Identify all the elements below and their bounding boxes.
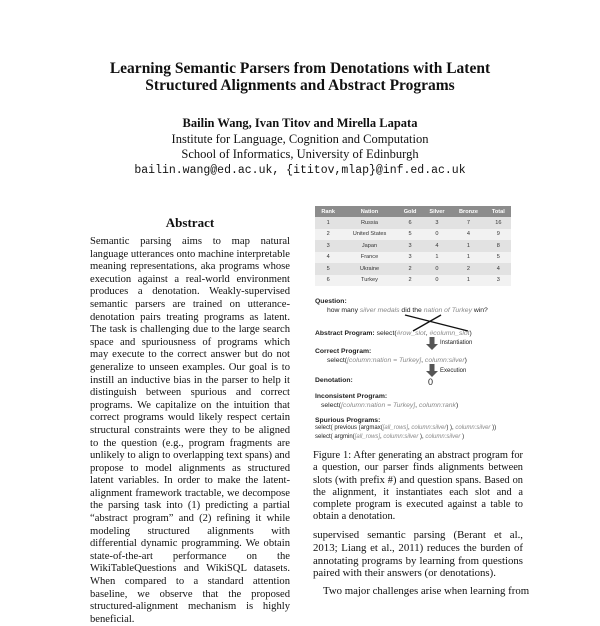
table-cell: 4 [451, 229, 485, 241]
author-block [0, 116, 600, 178]
table-cell: 1 [451, 275, 485, 287]
table-cell: 1 [466, 242, 471, 249]
table-row [315, 263, 511, 275]
table-header-cell: Total [486, 206, 511, 217]
table-row [315, 240, 511, 252]
inconsistent-pre: select( [321, 402, 342, 409]
table-cell: 4 [435, 242, 439, 249]
table-cell: 2 [466, 265, 471, 272]
abstract-slot-column: #column_slot [429, 330, 470, 337]
table-cell: Ukraine [359, 265, 380, 272]
body-paragraph-2: Two major challenges arise when learning from [323, 585, 530, 597]
correct-arg-1: [column:nation = Turkey] [347, 357, 422, 364]
question-post: win? [471, 307, 488, 314]
title-line-2: Structured Alignments and Abstract Programs [145, 77, 455, 94]
table-cell: 3 [398, 252, 423, 264]
question-mid: did the [399, 307, 424, 314]
table-header-cell: Silver [423, 206, 452, 217]
table-cell: France [341, 252, 397, 264]
table-cell: 6 [315, 275, 341, 287]
inconsistent-arg-2: column:rank [418, 402, 456, 409]
abstract-program-line [315, 330, 472, 337]
table-cell: 0 [435, 265, 439, 272]
table-header-cell: Rank [315, 206, 341, 217]
inconsistent-close: ) [455, 402, 459, 409]
table-cell: 1 [451, 252, 485, 264]
correct-program-text [327, 357, 467, 364]
table-cell: 3 [486, 275, 511, 287]
correct-close: ) [464, 357, 467, 364]
instantiation-arrow-head [426, 344, 438, 350]
table-row [315, 275, 511, 287]
table-cell: 4 [496, 265, 500, 272]
table-cell: 3 [408, 242, 412, 249]
spurious-program-2 [315, 434, 464, 440]
table-cell: 2 [398, 275, 423, 287]
table-cell: 0 [423, 275, 452, 287]
author-names: Bailin Wang, Ivan Titov and Mirella Lapata [182, 116, 418, 130]
spurious2-pre: select( argmin( [315, 434, 355, 440]
table-cell: United States [341, 229, 397, 241]
abstract-program-label: Abstract Program: [315, 330, 375, 337]
table-cell: Turkey [341, 275, 397, 287]
medal-table [315, 206, 511, 286]
spurious2-mid-2: ), [418, 434, 426, 440]
table-cell: 2 [408, 265, 412, 272]
question-slot-silver: silver medals [359, 307, 400, 314]
execution-arrow-shaft [430, 364, 435, 371]
table-cell: 1 [326, 219, 330, 226]
question-pre: how many [327, 307, 360, 314]
instantiation-arrow-shaft [430, 337, 435, 344]
figure-1-diagram [313, 296, 523, 446]
spurious2-close: ) [460, 434, 465, 440]
table-cell: 3 [326, 242, 330, 249]
inconsistent-arg-1: [column:nation = Turkey] [341, 402, 416, 409]
author-emails: bailin.wang@ed.ac.uk, {ititov,mlap}@inf.ed.ac.uk [134, 163, 466, 177]
question-label: Question: [315, 298, 347, 305]
table-cell: 4 [315, 252, 341, 264]
table-cell: 3 [435, 219, 439, 226]
table-cell: 9 [486, 229, 511, 241]
figure-caption: Figure 1: After generating an abstract program for a question, our parser finds alignments between slots (with prefix #) and question spans. Based on the alignment, it instantiates each slot and a complete program is executed against a table to obtain a denotation. [313, 450, 523, 523]
spurious1-arg-1: [all_rows] [382, 425, 409, 431]
spurious-program-1 [315, 425, 496, 431]
correct-arg-2: column:silver [424, 357, 465, 364]
body-paragraph-1: supervised semantic parsing (Berant et al., 2013; Liang et al., 2011) reduces the burden of annotating programs by learning from questions paired with their answers (or denotations). [313, 529, 523, 580]
correct-program-label: Correct Program: [315, 348, 372, 355]
denotation-label: Denotation: [315, 377, 353, 384]
spurious2-arg-3: column:silver [425, 434, 461, 440]
table-cell: 5 [486, 252, 511, 264]
table-cell: 16 [495, 219, 502, 226]
table-cell: 7 [466, 219, 471, 226]
execution-label: Execution [440, 368, 467, 374]
denotation-value: 0 [428, 377, 434, 387]
spurious1-pre: select( previous (argmax( [315, 425, 383, 431]
spurious2-mid-1: , [380, 434, 384, 440]
abstract-program-comma: , [425, 330, 430, 337]
table-row [315, 217, 511, 229]
correct-pre: select( [327, 357, 348, 364]
spurious-programs-label: Spurious Programs: [315, 417, 381, 424]
inconsistent-comma: , [415, 402, 419, 409]
title-line-1: Learning Semantic Parsers from Denotations with Latent [109, 60, 491, 77]
spurious1-mid-1: , [408, 425, 412, 431]
abstract-program-pre: select( [374, 330, 397, 337]
table-header-cell: Nation [341, 206, 397, 217]
affiliation-2: School of Informatics, University of Edinburgh [181, 147, 419, 161]
inconsistent-program-label: Inconsistent Program: [315, 393, 388, 400]
table-header-row [315, 206, 511, 217]
abstract-text: Semantic parsing aims to map natural language utterances onto machine interpretable meaning representations, aka programs whose execution against a real-world environment produces a denotation. Weakly-supervised semantic parsers are trained on utterance-denotation pairs treating programs as latent. The task is challenging due to the large search space and spuriousness of programs which may execute to the correct answer but do not generalize to unseen examples. Our goal is to instill an inductive bias in the parser to help it distinguish between spurious and correct programs. We capitalize on the intuition that correct programs would likely respect certain structural constraints were they to be aligned to the question (e.g., program fragments are unlikely to align to overlapping text spans) and propose to model alignments as structured latent variables. In order to make the latent-alignment framework tractable, we decompose the parsing task into (1) predicting a partial “abstract program” and (2) refining it while modeling structured alignments with differential dynamic programming. We obtain state-of-the-art performance on the WikiTableQuestions and WikiSQL datasets. When compared to a standard attention baseline, we observe that the proposed structured-alignment mechanism is highly beneficial. [90, 236, 291, 625]
spurious1-arg-2: column:silver [411, 425, 447, 431]
inconsistent-program-text [321, 402, 458, 409]
table-cell: 2 [315, 229, 341, 241]
paper-title [0, 60, 600, 94]
table-cell: 5 [398, 229, 423, 241]
abstract-slot-row: #row_slot [396, 330, 426, 337]
table-cell: 1 [423, 252, 452, 264]
table-header-cell: Bronze [451, 206, 485, 217]
instantiation-label: Instantiation [440, 340, 473, 346]
table-header-cell: Gold [398, 206, 423, 217]
table-cell: 6 [408, 219, 412, 226]
spurious2-arg-2: column:silver [383, 434, 419, 440]
table-cell: 8 [496, 242, 500, 249]
abstract-program-close: ) [469, 330, 472, 337]
table-cell: Japan [361, 242, 378, 249]
spurious1-arg-3: column:silver [455, 425, 491, 431]
question-slot-nation: nation of Turkey [423, 307, 472, 314]
table-row [315, 229, 511, 241]
spurious1-mid-2: ) ), [446, 425, 456, 431]
table-cell: Russia [360, 219, 379, 226]
abstract-heading: Abstract [165, 215, 215, 230]
affiliation-1: Institute for Language, Cognition and Computation [171, 131, 429, 146]
spurious2-arg-1: [all_rows] [354, 434, 381, 440]
table-row [315, 252, 511, 264]
spurious1-close: )) [490, 425, 497, 431]
table-cell: 5 [326, 265, 330, 272]
table-cell: 0 [423, 229, 452, 241]
correct-comma: , [421, 357, 425, 364]
